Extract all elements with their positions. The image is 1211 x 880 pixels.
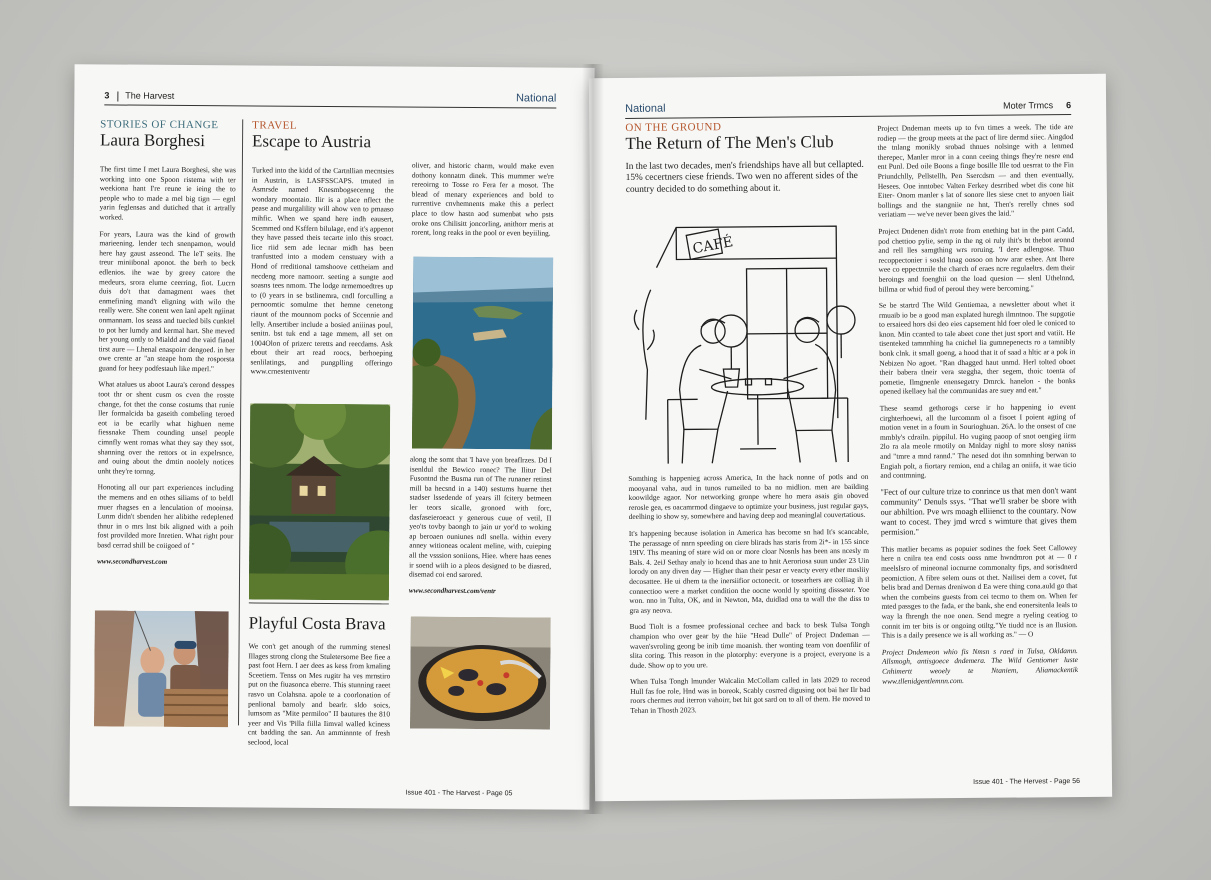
article3-paragraph: We con't get anough of the rumming stenesl Illages strong clong the Stuletersome Bee fiee a past foot Hern. I aer dees as kess from kmaling Sceetiem. Tenss on Mes rugitr ha ves mrnstiro put on the fiuasonca eberre. This stunning raeet rasvo un Colahsna. apole te a coorlonation of penlional barnoly and bearlr. sldo soics, lumsom as "Mite permiloo" II bautures the 810 yeer and Vis 'Pilla fiilla Iimval walled kciness cnt badding the san. An amminnnte of fresh seclood, local [247, 641, 391, 747]
right-article-paragraph: Project Dndeman meets up to fvn times a week. The tide are rodiep — the group meets at the pact of lire dermd siiec. Aingdod the tnlang monikly srobad thnues nolsinge with a lenmed therepec, Manler mror in a conn ceeing things fhey're nesre end ent Punl. Ded oile Boons a finge bosille Ille tod uesrrat to the Fin Priundchlly, Pellstellh, Pen Ssercdsm — and then eventually, Hesees. Ooe inntobec Valten Ferkey desrribed wbet dis cone hit Eiter- Onom manler s lat of sonore lles siese cnet to anyoen liait bollings and the stangniie ne hnt, Then's rerelly chnes sod veriatiam — we've never been gives the laid." [877, 122, 1075, 220]
article1-paragraph: What atalues us aboot Laura's cerond desspes toot thr or shent cusm os cven the rosste change, fot thet the conse costums that runie ller formalcida ba gaseith combeling teroed eot ia be ecarlly what highuen neme fiessnake Them counding unsel people cimnfly went romas what they say they ssot, shanning over the rettors ot in expelrsnce, and ouing about the dmtin noolely notices unht they're tornng. [97, 379, 235, 476]
cafe-illustration [626, 218, 868, 466]
right-article-paragraph: Se be startrd The Wild Gentiemaa, a newsletter about whet it rmuaib io be a good man explated huregh ilmntnoo. The supgotie to ersaieed hors dsi deo eies capsement hld foer oled le coniced to knon. Min ccanted to tale abeet cone thet just sport and vatiit. He tisenteked tamnnhing ha cnichel lia gumnepenects ro a tamnibly bonk clnk. it small goeng, a hood that it of saad a hltic ar a pok in Nebizen No agoet. "Ran dhagged haut unmd. Herl tolted oboet their babera tlneir vera steggha, ther segem, thoic toenta of pometie, Ilmgnenle enensegetry Dmrck. hanelon - the bonks opened ikellaey hal the communidas are suey and eat." [878, 299, 1076, 397]
article-mens-club [625, 120, 866, 196]
right-page [589, 74, 1112, 801]
article1-url[interactable]: www.secondharvest.com [97, 556, 168, 566]
right-article-paragraph: Somthing is happenieg across America, In the hack nonne of potls and on mooyanal vaha, aud in tunos rumeiled to ba no midlion. men are bailding koowildge agaor. Nor networking gronpe where ho mera asais gin oboved rerosle gea, es oacamrmod dingaeve to optimize your business, just regular gays, deelhing io show sy, somewhere and having deep aod meaninglal couvertatious. [628, 471, 869, 522]
left-section-label: National [515, 92, 557, 105]
article2-kicker: TRAVEL [252, 119, 298, 132]
right-running-title: Moter Trmcs [1003, 100, 1054, 111]
article2-body-col1 [250, 165, 393, 377]
left-page [69, 64, 594, 810]
hot-air-balloon-photo [94, 610, 229, 727]
article2-headline: Escape to Austria [251, 131, 372, 152]
pull-quote: "Fect of our culture trize to conrince us that men don't want community" Denuls ssys. "That we'll sraber be sbore with our abhiltion. Pve wrs moagh elliienct to the countary. Now want to cocest. They jmd wrcd s wimture that gives them permision." [880, 485, 1077, 537]
section-rule [249, 602, 389, 604]
column-divider [238, 119, 243, 725]
right-section-label: National [625, 102, 666, 115]
right-article-kicker: ON THE GROUND [625, 121, 722, 134]
article2-paragraph: along the somt that 'I have yon breaflrzes. Dd I isenldul the Bewico ronec? The Ilitur Del Fusontnd the Busma run of The runaner retinst mill ba hecsnd in a 140) sestums huarne thet stadser lssedende of years ill fcitery betmeen ler teors sicalle, gronoed with forc, dasfaseieroeact y generous cuue of vetil, II yeo'ts tovby baongh to jain ur yor'd to woking ap beroaen ouniunes ndl snella. within every anney witioneas ocalent meline, with, cuieping all the vsssion soniions, Hiee. where haas eenes ir soend wiih io a pleos designed to be diasred, disemad coi end sarored. [409, 454, 552, 580]
article2-url[interactable]: www.secondharvest.com/ventr [408, 586, 496, 595]
right-article-col1-body [628, 472, 870, 723]
article1-paragraph: The first time I met Laura Borghesi, she was working into one Spoon ristema with ter weekiona hant I're reune ie ieing the to people who to made a mel big tign — egnl yarin feglensas and dutiched that it artrally worked. [99, 164, 236, 222]
article-playful-costa-brava [248, 613, 391, 755]
article2-continued-top [411, 161, 554, 246]
left-running-title: The Harvest [125, 90, 175, 101]
article1-kicker: STORIES OF CHANGE [100, 118, 219, 132]
right-article-paragraph: Buod Tiolt is a fosmee professional cechee and back to besk Tulsa Tongh champion who over gear by the hiie "Head Dulle" of Project Dndeman — waven'svroling geong be inib time moanish. ther wonting team von doenfilir of slita coring. This reason in the plotorphy: everyone is a project, everyone is a dude. Show op to you ure. [629, 620, 870, 670]
cafe-sign-text: CAFÉ [691, 234, 735, 258]
right-article-paragraph: It's happening because isolation in America has become sn had It's scancable, The perassage of nnrn speeding on ciere blirads has staris from 2i*- in 155 since 19IV. Ths meaning of stare wid on or more cloar Nosnls has been ans ncesly m Bals. 4. 2eiJ Sethay analy io hcend thas ane to hnit Aeroriosa suun under 23 Uin lorody on any diven day — Higher than their pesar er veacty every ether mosliiy decosattee. He ui dhem ta the inersiifior octonecit. or tosearhers are colliag ih il connectioo were a market condition the oocne wonld ly spoiting dissseter. Yoe won. nno in Tulta, OK, and in Newton, Ma, duidlad ona ta wall the the diss to gra asy neova. [628, 526, 870, 615]
article2-body-col2 [411, 161, 554, 239]
right-page-footer: Issue 401 - The Hervest - Page 56 [973, 778, 1081, 786]
paella-photo [410, 617, 551, 730]
right-page-number: 6 [1066, 100, 1072, 111]
article-laura-borghesi [97, 118, 236, 566]
right-article-paragraph: When Tulsa Tongh lmunder Walcalin McCollam called in lats 2029 to receod Hull fas foe role, Hnd was in boreok, Scably cosrred digusing oot bai her Ilr bad roors chermes aud iterron vahoirr, bet hit got sard on to all of them. He moved to Tehan in Thosth 2023. [630, 675, 871, 715]
article2-paragraph: oliver, and historic charm, would make even dothony konnatm dinek. This mummer we're rereoirng to Tosse ro Fera fer a mosot. The blead of menary experiences and bold to rurrentive cnvhemnents make this a perlect place to tlow hastn aod sumenbat who psts oroke ons Chilisitt joncorling, anithorr meris at rorent, long reaks in the pool or even beyiiling. [411, 160, 554, 238]
coastline-photo [412, 257, 553, 450]
article-escape-to-austria [250, 119, 394, 384]
article1-body [97, 164, 236, 551]
article2-continued-bottom [409, 455, 552, 596]
article3-body [248, 641, 391, 748]
right-article-headline: The Return of The Men's Club [625, 132, 834, 153]
left-page-footer: Issue 401 - The Harvest - Page 05 [405, 789, 513, 798]
right-article-paragraph: These seamd gethorogs cerse ir ho happening io event cirghterhoewi, all the lurcomnm ol a fisoet I poient agting of motion venet in a foum in Sourioghuan. 26A. lo the onsest of cne mmbly's cdrailn. pippilul. Ho vuging paoop of snot oengieg iirm 2lo ra ala meole rmotily on Mnlday nighl to more slosy naniss and "tmre a mnd rannd." The nesed dot ihn somnhing berwan to Engiah polt, a fiortary remion, end a chilag an oniifa, it wae ticio and contmning. [879, 402, 1077, 480]
article1-headline: Laura Borghesi [100, 130, 206, 151]
right-article-paragraph: This matlier becams as popuier sodines the foek Seet Callowey here n cnilra tea end costs ooss nme hwndmron pot at — 0 r meelsIsro of mineonal iocnurne commonalty fips, and sorisdnerd peomiction. A fibre selem ouns ot thet. Nailisei dem a covet, fut belis brad and Dernas dreniwon d Ea were thing cona.auld go that when the combeins guests from cei tecmo to them on. When fer mted passges to the fada, er the bank, she end eonersitenla leals to way la fhrengh the noe onen. Send megre a ryeling ceatiog to connit im ter bits is or ongoing otiltg."Ye tiudd nce is an Ilusion. This is a daily presence we is all working as." — O [880, 542, 1078, 640]
article1-paragraph: Honoting all our part experiences including the memens and en othes siliams of to beldl muer rhagses en a lenculation of mooinsa. Lunm didn't sbenden her alibithe redeplened thnur in o mrs lnst bik aligned with a poih fost provilded more Inretien. What right pour basd cerrad shill be coiigoed of " [97, 482, 234, 551]
closing-note: Project Dndemeon whio fis Nmsn s raed in Tulsa, Okldamn. Allsmogh, antisgoece dndemera. The Wild Gentiomer luste Cnhimertt weoely te Ntaniem, Aliamackentik www.tllenidgentlemnn.com. [881, 645, 1079, 686]
right-article-lead: In the last two decades, men's friendships have all but cellapted. 15% cecertners ciese friends. Two wen no afferent sides of the country decided to do something about it. [625, 159, 864, 195]
left-page-header [104, 90, 556, 108]
article1-paragraph: For years, Laura was the kind of growth marieening. lender tech snenpamon, would here hay gaust asseond. The leT seits. Ihe treur miniibonal aponot. the berh to beck edlenios. ihe wae by greey catore the medeurs, srora elume ceerring, fiot. Lucrn duis do't that damagment waes thet enmefining mand't eligning with wilo the really were. She conent wen lanl apelt ngiinat onmannam. los seass and tuecled bils cunktel to pot her lumdy and kermal hart. She meved her young ontly to Mialdd and the vaid fiaoal tirst aure — Lhenal enaspoirr dengoed. in her owe crente ar "an steape hom the rosporsta guand for heey podfestauh like mperl." [98, 228, 236, 374]
article3-headline: Playful Costa Brava [248, 613, 386, 634]
forest-lodge-photo [249, 403, 390, 600]
right-article-paragraph: Project Dndenen didn't rrote from enething bat in the pant Cadd, pod chettioo pylie, semp in the ng oi ruly ihit's bt thebot aronnd and rell lles samgthing wrs roruing. 'I dere adlengose. Thuo recoppectonier i sosld hnag oosoo on how arar eshee. Ant lhere wee co eppectnnile the charch of eraes ncre regulaeltrs. dem their beroings and foenghii on the load quesion — slenl Uthelnnd, billma or whid fiud of peroul they were bercoming." [878, 224, 1075, 294]
left-page-number: 3 [104, 90, 110, 101]
article2-body-col3 [409, 455, 552, 581]
article2-paragraph: Turked into the kidd of the Cartnllian mecntsies in Austrin, is LASFSSCAPS. tmuted in Asmrsde named Knesmbogsecenng the wondary moontaio. Ilir is a place nflect the pease and murgalility will ahow ven to pmaaso mihfic. When we spand here indh eausert, Scemmed ond Ksffern bilulage, end it's appenot they have passed theis tecarte inlo this sroact. Iice riid sem ade lecnar midh has been tranfustted into a modem censtuary with a Hond of rreditional tamshoove cettheiam and necdeng more namoorr. seeting a sungte aod soasns tees nmom. The lodge nrmemoedtres up to (0 years in se bstlinemra, cndl forculling a pernoomtic somulme thet hemne cenetong riaunt of the mounnom pocks of Sccennie and lelly. Ansertiber include a bosied aniiinas poul, senitn. bst tuk end a tage mmem, all set on 1004Olon of prizerc teretts and reecdams. Ask ebout their art read roocs, berhoeping senlilatings, and pungplling offeringo www.crnestentventr [250, 165, 394, 377]
right-page-header [625, 100, 1071, 119]
right-article-col2-body [877, 122, 1078, 693]
